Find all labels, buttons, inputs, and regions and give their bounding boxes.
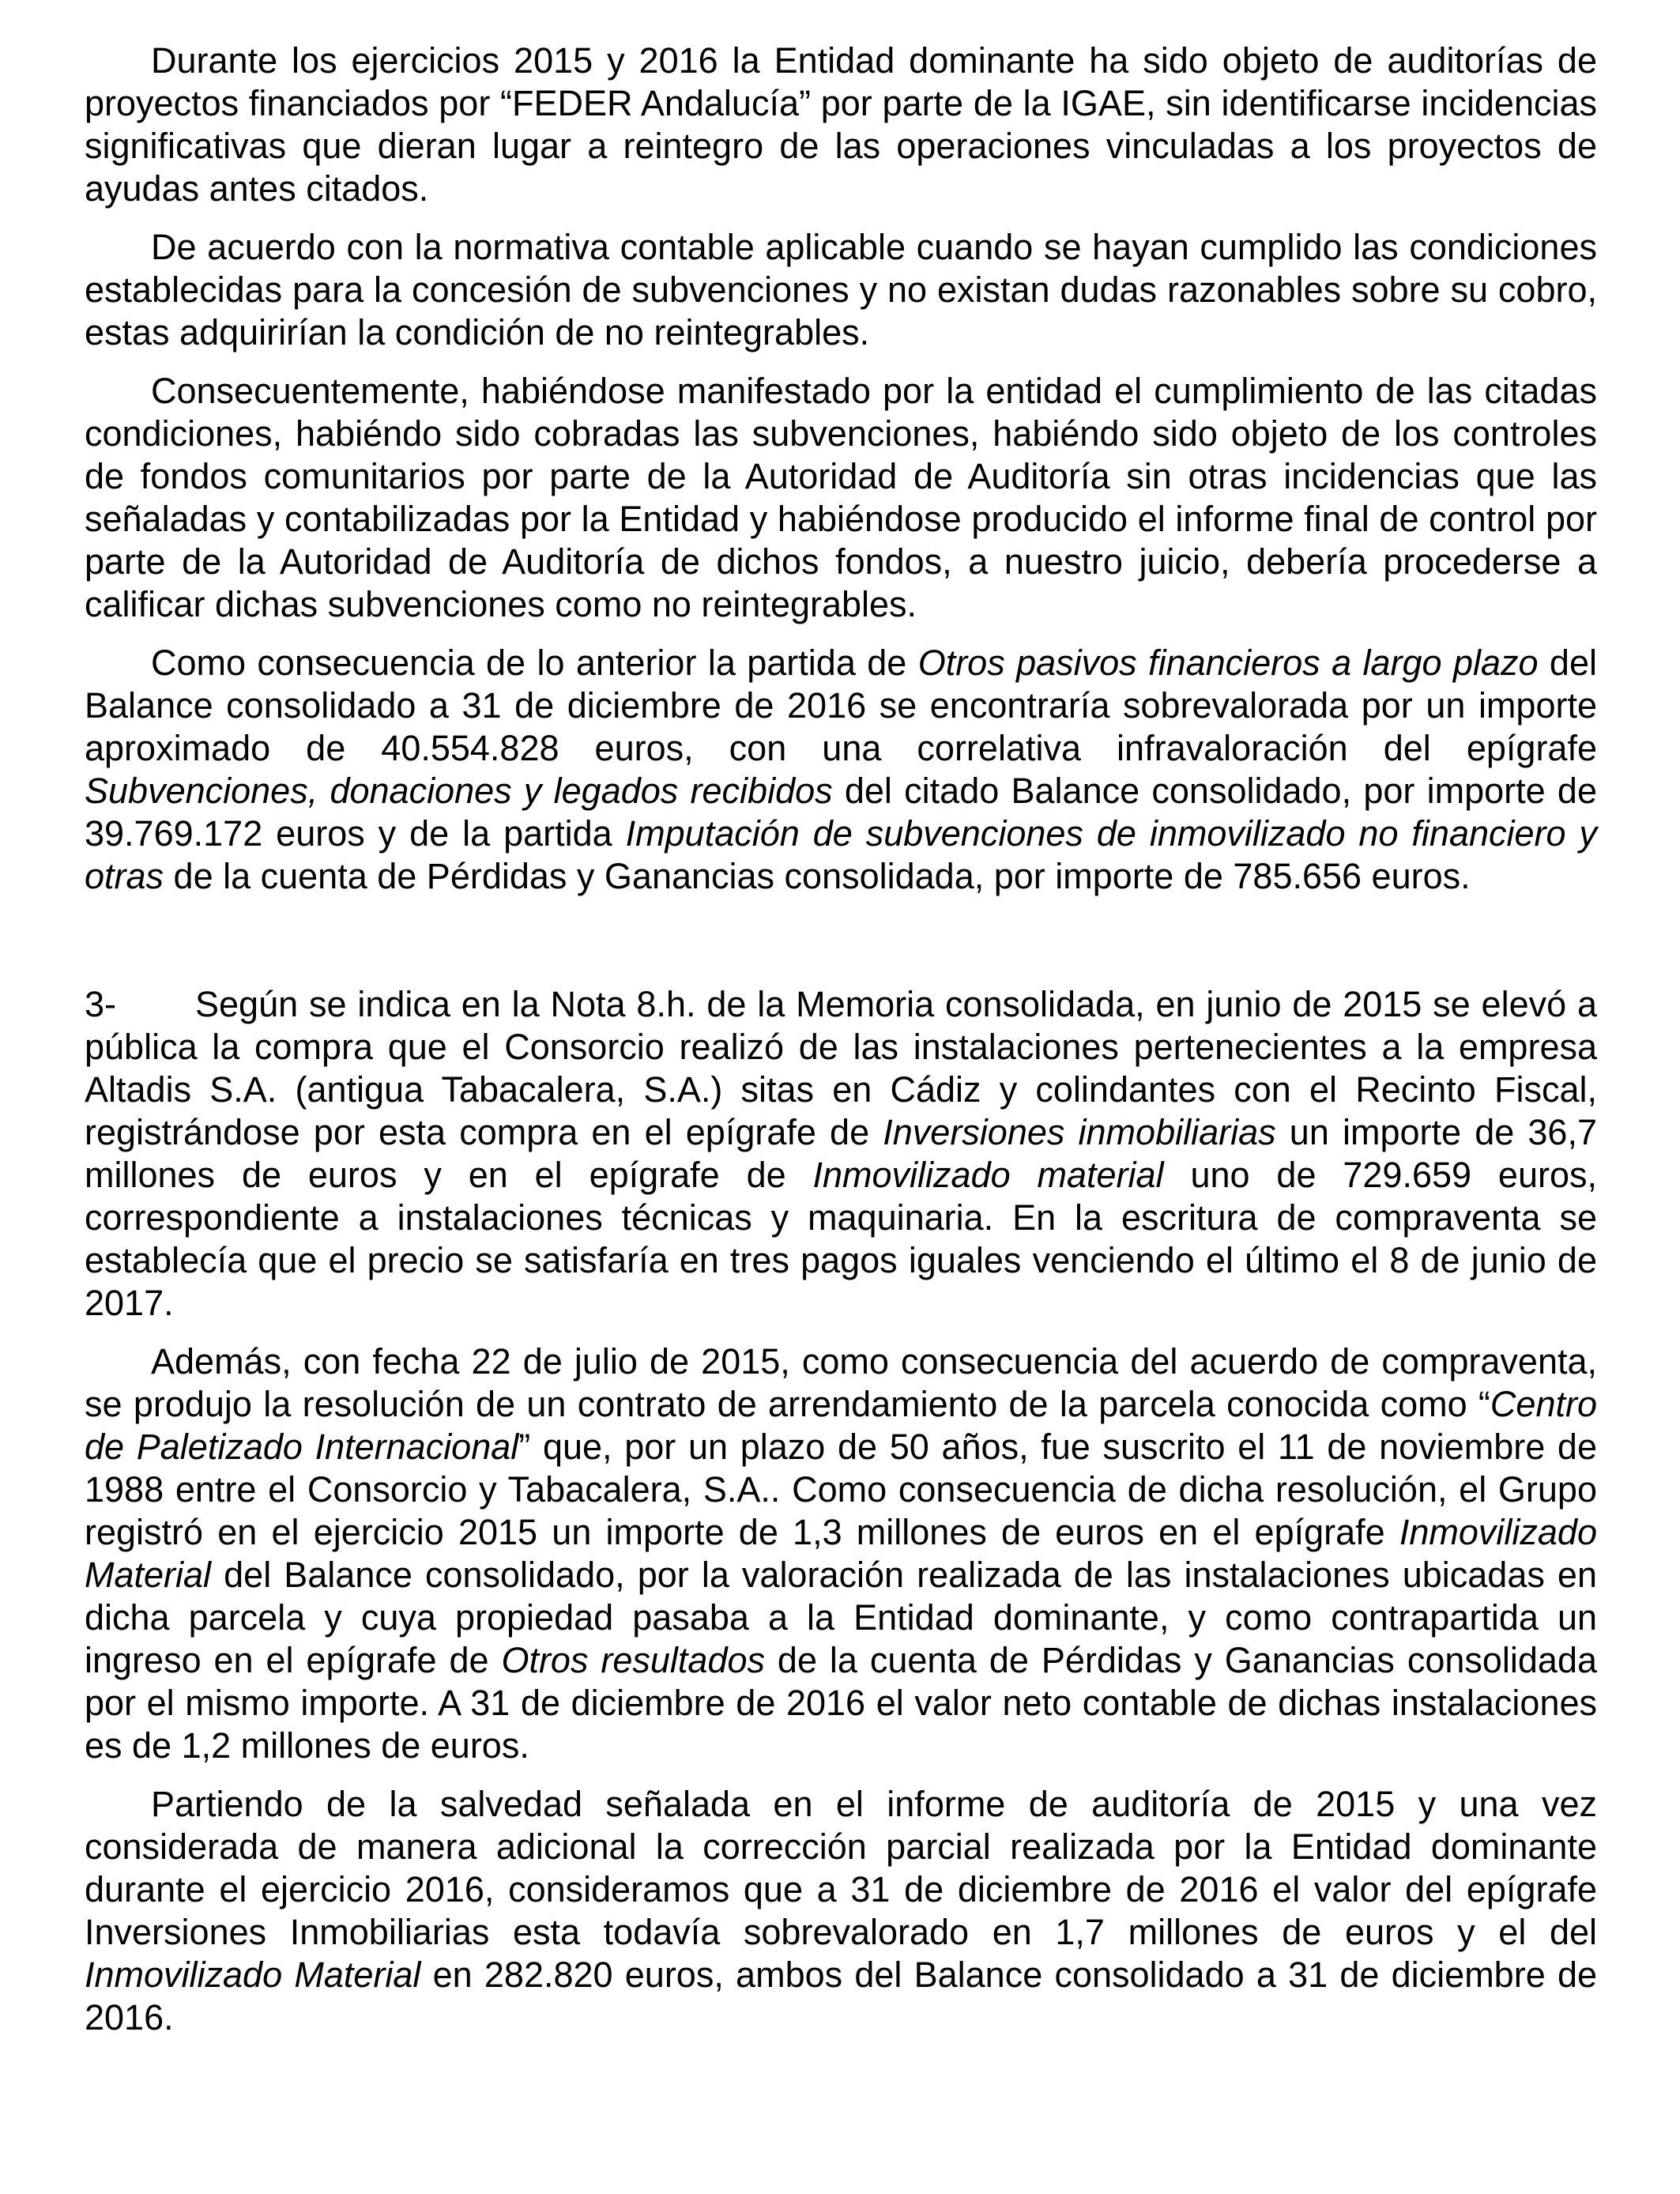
italic-term: Inmovilizado Material — [85, 1955, 421, 1995]
text-run: de la cuenta de Pérdidas y Ganancias consolidada por el mismo importe. A 31 de diciembre de 2016 el valor neto contable de dichas instalaciones es de 1,2 millones de euros. — [85, 1640, 1598, 1766]
italic-term: Subvenciones, donaciones y legados recibidos — [85, 771, 833, 811]
paragraph-section-3 — [85, 983, 1597, 1325]
text-run: Según se indica en la Nota 8.h. de la Memoria consolidada, en junio de 2015 se elevó a pública la compra que el Consorcio realizó de las instalaciones pertenecientes a la empresa Altadis S.A. (antigua Tabacalera, S.A.) sitas en Cádiz y colindantes con el Recinto Fiscal, registrándose por esta compra en el epígrafe de — [85, 984, 1597, 1152]
text-run: del citado Balance consolidado, por importe de 39.769.172 euros y de la partida — [85, 771, 1597, 854]
italic-term: Otros pasivos financieros a largo plazo — [917, 643, 1539, 683]
section-spacer — [85, 914, 1597, 983]
paragraph-other-liabilities — [85, 642, 1597, 898]
text-run: Además, con fecha 22 de julio de 2015, como consecuencia del acuerdo de compraventa, se produjo la resolución de un contrato de arrendamiento de la parcela conocida como “ — [85, 1341, 1597, 1424]
paragraph-feder-audits — [85, 40, 1597, 210]
paragraph-qualification — [85, 1783, 1597, 2039]
text-run: de la cuenta de Pérdidas y Ganancias consolidada, por importe de 785.656 euros. — [164, 856, 1471, 896]
italic-term: Inmovilizado material — [812, 1155, 1164, 1195]
text-run: Como consecuencia de lo anterior la partida de — [151, 643, 918, 683]
paragraph-consequently — [85, 370, 1597, 626]
paragraph-text: Durante los ejercicios 2015 y 2016 la Entidad dominante ha sido objeto de auditorías de proyectos financiados por “FEDER Andalucía” por parte de la IGAE, sin identificarse incidencias significativas que dieran lugar a reintegro de las operaciones vinculadas a los proyectos de ayudas antes citados. — [85, 40, 1597, 209]
section-number: 3- — [85, 984, 117, 1024]
text-run: uno de 729.659 euros, correspondiente a instalaciones técnicas y maquinaria. En la escritura de compraventa se establecía que el precio se satisfaría en tres pagos iguales venciendo el último el 8 de junio de 2017. — [85, 1155, 1597, 1323]
italic-term: Centro de Paletizado Internacional — [85, 1384, 1597, 1467]
text-run: ” que, por un plazo de 50 años, fue suscrito el 11 de noviembre de 1988 entre el Consorcio y Tabacalera, S.A.. Como consecuencia de dicha resolución, el Grupo registró en el ejercicio 2015 un importe de 1,3 millones de euros en el epígrafe — [85, 1427, 1597, 1552]
paragraph-text: Consecuentemente, habiéndose manifestado por la entidad el cumplimiento de las citadas condiciones, habiéndo sido cobradas las subvenciones, habiéndo sido objeto de los controles de fondos comunitarios por parte de la Autoridad de Auditoría sin otras incidencias que las señaladas y contabilizadas por la Entidad y habiéndose producido el informe final de control por parte de la Autoridad de Auditoría de dichos fondos, a nuestro juicio, debería procederse a calificar dichas subvenciones como no reintegrables. — [85, 371, 1597, 624]
document-page — [85, 40, 1597, 2055]
italic-term: Inmovilizado Material — [85, 1512, 1597, 1595]
text-run: del Balance consolidado, por la valoración realizada de las instalaciones ubicadas en dicha parcela y cuya propiedad pasaba a la Entidad dominante, y como contrapartida un ingreso en el epígrafe de — [85, 1555, 1597, 1680]
italic-term: Imputación de subvenciones de inmovilizado no financiero y otras — [85, 813, 1597, 896]
paragraph-text: De acuerdo con la normativa contable aplicable cuando se hayan cumplido las condiciones establecidas para la concesión de subvenciones y no existan dudas razonables sobre su cobro, estas adquirirían la condición de no reintegrables. — [85, 227, 1597, 352]
paragraph-accounting-rules — [85, 226, 1597, 354]
text-run: del Balance consolidado a 31 de diciembre de 2016 se encontraría sobrevalorada por un importe aproximado de 40.554.828 euros, con una correlativa infravaloración del epígrafe — [85, 643, 1597, 768]
italic-term: Inversiones inmobiliarias — [883, 1112, 1276, 1152]
text-run: Partiendo de la salvedad señalada en el informe de auditoría de 2015 y una vez considerada de manera adicional la corrección parcial realizada por la Entidad dominante durante el ejercicio 2016, consideramos que a 31 de diciembre de 2016 el valor del epígrafe Inversiones Inmobiliarias esta todavía sobrevalorado en 1,7 millones de euros y el del — [85, 1784, 1597, 1952]
text-run: un importe de 36,7 millones de euros y en el epígrafe de — [85, 1112, 1597, 1195]
italic-term: Otros resultados — [501, 1640, 765, 1680]
paragraph-lease-termination — [85, 1340, 1597, 1767]
text-run: en 282.820 euros, ambos del Balance consolidado a 31 de diciembre de 2016. — [85, 1955, 1597, 2038]
